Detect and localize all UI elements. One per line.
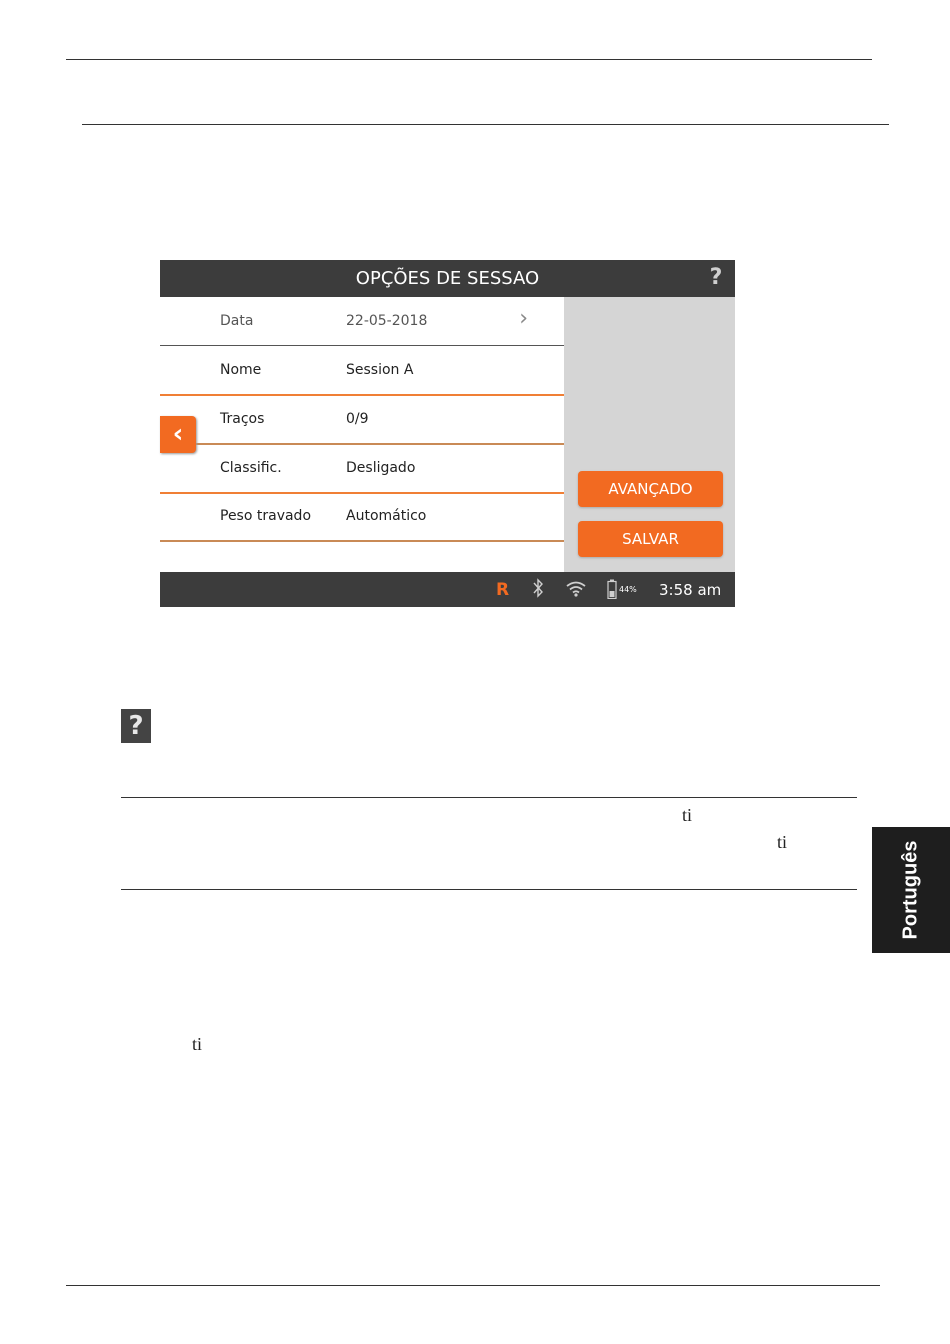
options-list [160,297,564,572]
row-label: Data [220,313,254,329]
language-label: Português [899,840,922,940]
battery-icon [607,579,617,603]
row-value: 0/9 [346,411,369,427]
advanced-button[interactable]: AVANÇADO [578,471,723,507]
row-nome[interactable] [160,346,564,396]
row-label: Peso travado [220,508,312,524]
row-label: Traços [220,411,265,427]
ligature-text: ti [192,1034,203,1054]
row-value: 22-05-2018 [346,313,428,329]
row-label: Classific. [220,460,282,476]
save-button[interactable]: SALVAR [578,521,723,557]
wifi-icon [566,581,586,601]
row-value: Session A [346,362,414,378]
row-value: Desligado [346,460,416,476]
note-bottom-rule [121,889,857,890]
device-screen [160,260,735,607]
back-button[interactable] [160,416,196,453]
chevron-right-icon: › [519,306,528,331]
bluetooth-icon [532,578,544,602]
footer-rule [66,1285,880,1286]
ligature-text: ti [682,805,693,825]
battery-percent: 44% [619,585,637,594]
ligature-text: ti [777,832,788,852]
help-icon: ? [121,709,151,743]
chevron-left-icon: ‹ [172,419,184,449]
row-tracos[interactable] [160,395,564,445]
top-rule [66,59,872,60]
clock-time: 3:58 am [659,581,722,599]
language-tab [872,827,950,953]
r-logo-icon: R [496,580,510,600]
note-top-rule [121,797,857,798]
row-classific[interactable] [160,444,564,494]
screen-title: OPÇÕES DE SESSAO [355,268,540,289]
row-peso-travado[interactable] [160,492,564,542]
status-bar [160,572,735,607]
header-rule [82,124,889,125]
help-icon[interactable]: ? [709,265,723,290]
row-label: Nome [220,362,262,378]
row-value: Automático [346,508,427,524]
title-bar [160,260,735,297]
row-data[interactable] [160,297,564,346]
side-panel [564,297,735,572]
